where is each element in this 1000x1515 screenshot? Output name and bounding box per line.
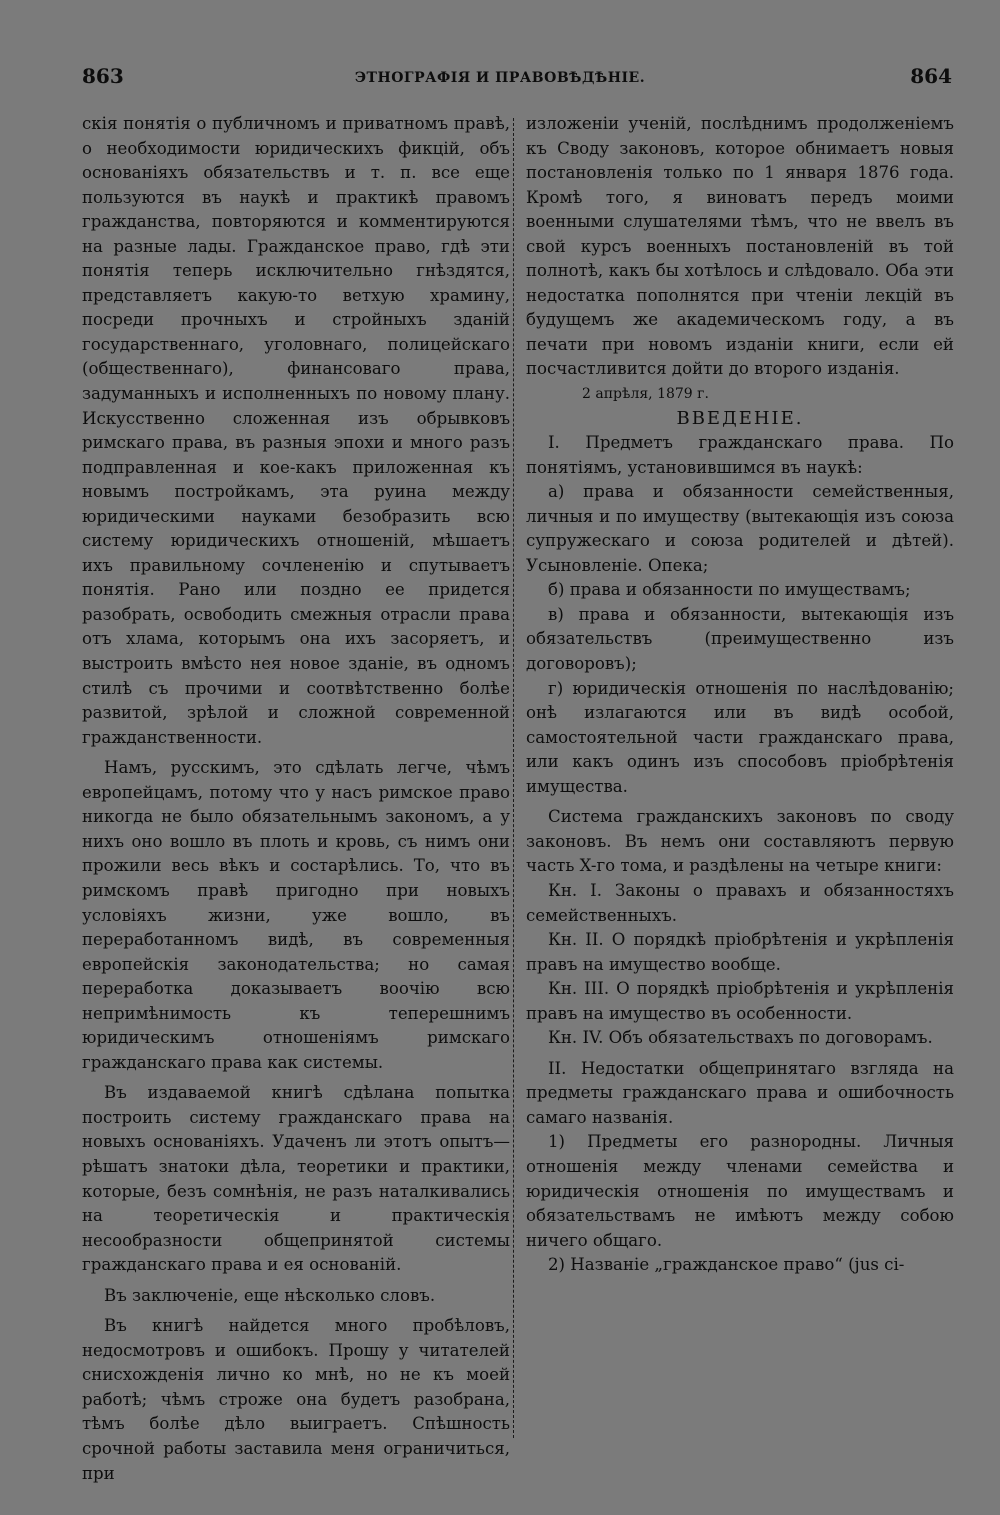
list-item: 2) Названіе „гражданское право“ (jus ci- — [548, 1255, 905, 1275]
paragraph: Въ заключеніе, еще нѣсколько словъ. — [104, 1285, 436, 1305]
list-item: б) права и обязанности по имуществамъ; — [548, 580, 911, 600]
page-number-left: 863 — [82, 64, 124, 88]
list-item: I. Предметъ гражданскаго права. По понятіямъ, установившимся въ наукѣ: — [526, 433, 954, 477]
left-column — [82, 112, 510, 1486]
list-item: г) юридическія отношенія по наслѣдованію; онѣ излагаются или въ видѣ особой, самостоятельной части гражданскаго права, или какъ одинъ изъ способовъ пріобрѣтенія имущества. — [526, 678, 954, 796]
paragraph: Намъ, русскимъ, это сдѣлать легче, чѣмъ европейцамъ, потому что у насъ римское право никогда не было обязательнымъ закономъ, а у нихъ оно вошло въ плоть и кровь, съ нимъ они прожили весь вѣкъ и состарѣлись. То, что въ римскомъ правѣ пригодно при новыхъ условіяхъ жизни, уже вошло, въ переработанномъ видѣ, въ современныя европейскія законодательства; но самая переработка доказываетъ воочію всю непримѣнимость къ теперешнимъ юридическимъ отношеніямъ римскаго гражданскаго права как системы. — [82, 758, 510, 1072]
running-title: ЭТНОГРАФІЯ И ПРАВОВѢДѢНІЕ. — [354, 70, 646, 86]
date-line: 2 апрѣля, 1879 г. — [582, 386, 709, 403]
list-item: Кн. I. Законы о правахъ и обязанностяхъ семейственныхъ. — [526, 880, 954, 925]
list-item: а) права и обязанности семейственныя, личныя и по имуществу (вытекающія изъ союза супружескаго и союза родителей и дѣтей). Усыновленіе. Опека; — [526, 482, 954, 575]
list-item: Кн. IV. Объ обязательствахъ по договорамъ. — [548, 1028, 933, 1048]
list-item: II. Недостатки общепринятаго взгляда на предметы гражданскаго права и ошибочность самаго названія. — [526, 1058, 954, 1127]
right-column — [526, 112, 954, 1278]
paragraph: скія понятія о публичномъ и приватномъ правѣ, о необходимости юридическихъ фикцій, объ основаніяхъ обязательствъ и т. п. все еще пользуются въ наукѣ и практикѣ правомъ гражданства, повторяются и комментируются на разные лады. Гражданское право, гдѣ эти понятія теперь исключительно гнѣздятся, представляетъ какую-то ветхую храмину, посреди прочныхъ и стройныхъ зданій государственнаго, уголовнаго, полицейскаго (общественнаго), финансоваго права, задуманныхъ и исполненныхъ по новому плану. Искусственно сложенная изъ обрывковъ римскаго права, въ разныя эпохи и много разъ подправленная и кое-какъ приложенная къ новымъ постройкамъ, эта руина между юридическими науками безобразить всю систему юридическихъ отношеній, мѣшаетъ ихъ правильному сочлененію и спутываетъ понятія. Рано или поздно ее придется разобрать, освободить смежныя отрасли права отъ хлама, которымъ она ихъ засоряетъ, и выстроить вмѣсто нея новое зданіе, въ одномъ стилѣ съ прочими и соотвѣтственно болѣе развитой, зрѣлой и сложной современной гражданственности. — [82, 114, 510, 747]
list-item: в) права и обязанности, вытекающія изъ обязательствъ (преимущественно изъ договоровъ); — [526, 604, 954, 674]
paragraph: Въ издаваемой книгѣ сдѣлана попытка построить систему гражданскаго права на новыхъ основаніяхъ. Удаченъ ли этотъ опытъ—рѣшатъ знатоки дѣла, теоретики и практики, которые, безъ сомнѣнія, не разъ наталкивались на теоретическія и практическія несообразности общепринятой системы гражданскаго права и ея основаній. — [82, 1083, 510, 1275]
column-divider — [513, 118, 514, 1438]
list-item: Кн. II. О порядкѣ пріобрѣтенія и укрѣпленія правъ на имущество вообще. — [526, 930, 954, 974]
paragraph: изложеніи ученій, послѣднимъ продолженіемъ къ Своду законовъ, которое обнимаетъ новыя постановленія только по 1 января 1876 года. Кромѣ того, я виноватъ передъ моими военными слушателями тѣмъ, что не ввелъ въ свой курсъ военныхъ постановленій въ той полнотѣ, какъ бы хотѣлось и слѣдовало. Оба эти недостатка пополнятся при чтеніи лекцій въ будущемъ же академическомъ году, а въ печати при новомъ изданіи книги, если ей посчастливится дойти до второго изданія. — [526, 114, 954, 379]
page-number-right: 864 — [910, 64, 952, 88]
list-item: Кн. III. О порядкѣ пріобрѣтенія и укрѣпленія правъ на имущество въ особенности. — [526, 979, 954, 1023]
section-heading: ВВЕДЕНІЕ. — [676, 407, 804, 429]
list-item: Система гражданскихъ законовъ по своду законовъ. Въ немъ они составляютъ первую часть X-го тома, и раздѣлены на четыре книги: — [526, 807, 954, 876]
list-item: 1) Предметы его разнородны. Личныя отношенія между членами семейства и юридическія отношенія по имуществамъ и обязательствамъ не имѣютъ между собою ничего общаго. — [526, 1132, 954, 1250]
paragraph: Въ книгѣ найдется много пробѣловъ, недосмотровъ и ошибокъ. Прошу у читателей снисхожденія лично ко мнѣ, но не къ моей работѣ; чѣмъ строже она будетъ разобрана, тѣмъ болѣе дѣло выиграетъ. Спѣшность срочной работы заставила меня ограничиться, при — [82, 1316, 510, 1483]
